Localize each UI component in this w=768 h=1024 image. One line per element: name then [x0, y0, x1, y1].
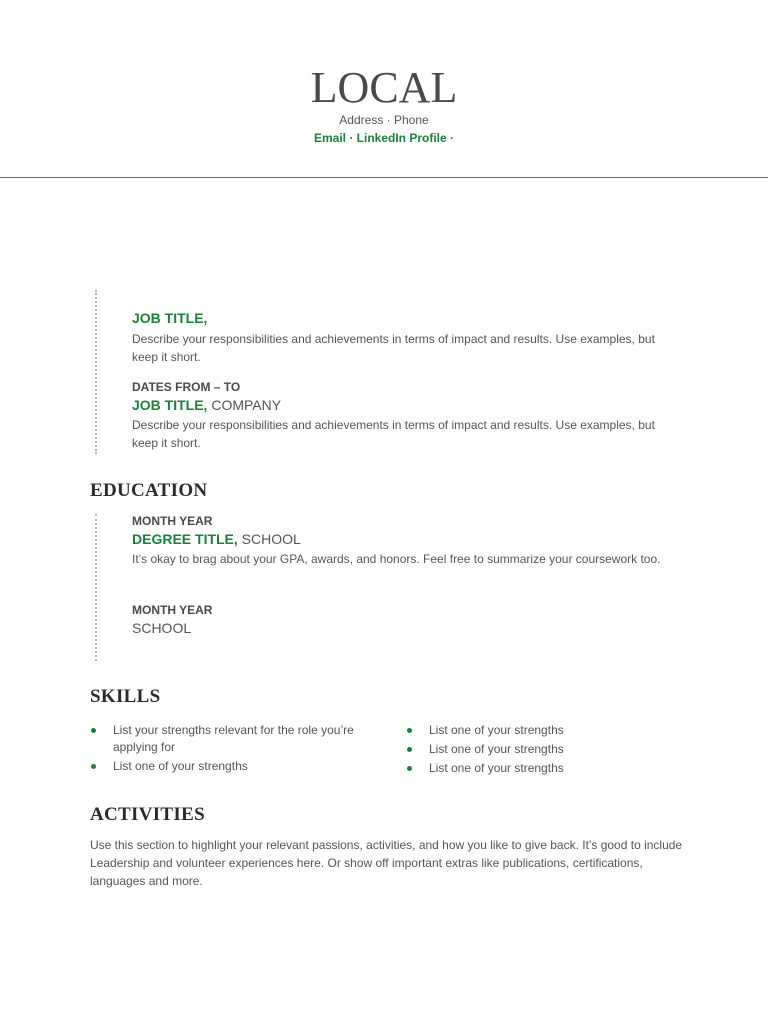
school-name: SCHOOL: [237, 531, 301, 547]
skill-text: List your strengths relevant for the role you’re applying for: [113, 723, 354, 754]
skill-item: [406, 722, 706, 739]
skill-text: List one of your strengths: [429, 723, 564, 737]
skill-item: [406, 760, 706, 777]
bullet-icon: [407, 766, 412, 771]
education-degree: [132, 618, 677, 638]
experience-timeline: [95, 290, 97, 454]
skills-column-right: [406, 722, 706, 779]
experience-role: [132, 395, 677, 415]
experience-role: [132, 308, 677, 328]
degree-title: DEGREE TITLE,: [132, 531, 238, 547]
skills-heading: SKILLS: [90, 686, 161, 707]
contact-links[interactable]: Email · LinkedIn Profile ·: [313, 131, 455, 145]
skill-text: List one of your strengths: [113, 759, 248, 773]
experience-entry: [132, 379, 677, 452]
activities-description: Use this section to highlight your relevant passions, activities, and how you like to give back. It’s good to include Leadership and volunteer experiences here. Or show off important extras like publications, certifications, languages and more.: [90, 838, 683, 888]
bullet-icon: [91, 728, 96, 733]
job-dates: DATES FROM – TO: [132, 380, 241, 394]
bullet-icon: [407, 728, 412, 733]
bullet-icon: [91, 764, 96, 769]
education-dates: MONTH YEAR: [132, 514, 213, 528]
job-title: JOB TITLE,: [132, 310, 208, 326]
education-entry: [132, 602, 677, 638]
skill-item: [90, 722, 390, 756]
contact-address-phone: Address · Phone: [339, 113, 429, 127]
skills-column-left: [90, 722, 390, 777]
skill-item: [406, 741, 706, 758]
bullet-icon: [407, 747, 412, 752]
education-heading: EDUCATION: [90, 480, 208, 501]
job-title: JOB TITLE,: [132, 397, 208, 413]
header-divider: [0, 177, 768, 178]
school-name: SCHOOL: [132, 620, 192, 636]
skill-item: [90, 758, 390, 775]
skill-text: List one of your strengths: [429, 742, 564, 756]
activities-heading: ACTIVITIES: [90, 804, 205, 825]
education-description: It’s okay to brag about your GPA, awards, and honors. Feel free to summarize your coursework too.: [132, 552, 661, 566]
education-timeline: [95, 514, 97, 661]
education-degree: [132, 529, 677, 549]
job-description: Describe your responsibilities and achievements in terms of impact and results. Use examples, but keep it short.: [132, 418, 655, 450]
experience-entry: [132, 308, 677, 366]
candidate-name: LOCAL: [310, 63, 458, 112]
education-dates: MONTH YEAR: [132, 603, 213, 617]
skill-text: List one of your strengths: [429, 761, 564, 775]
job-description: Describe your responsibilities and achievements in terms of impact and results. Use examples, but keep it short.: [132, 332, 655, 364]
company-name: COMPANY: [207, 397, 282, 413]
education-entry: [132, 513, 677, 568]
